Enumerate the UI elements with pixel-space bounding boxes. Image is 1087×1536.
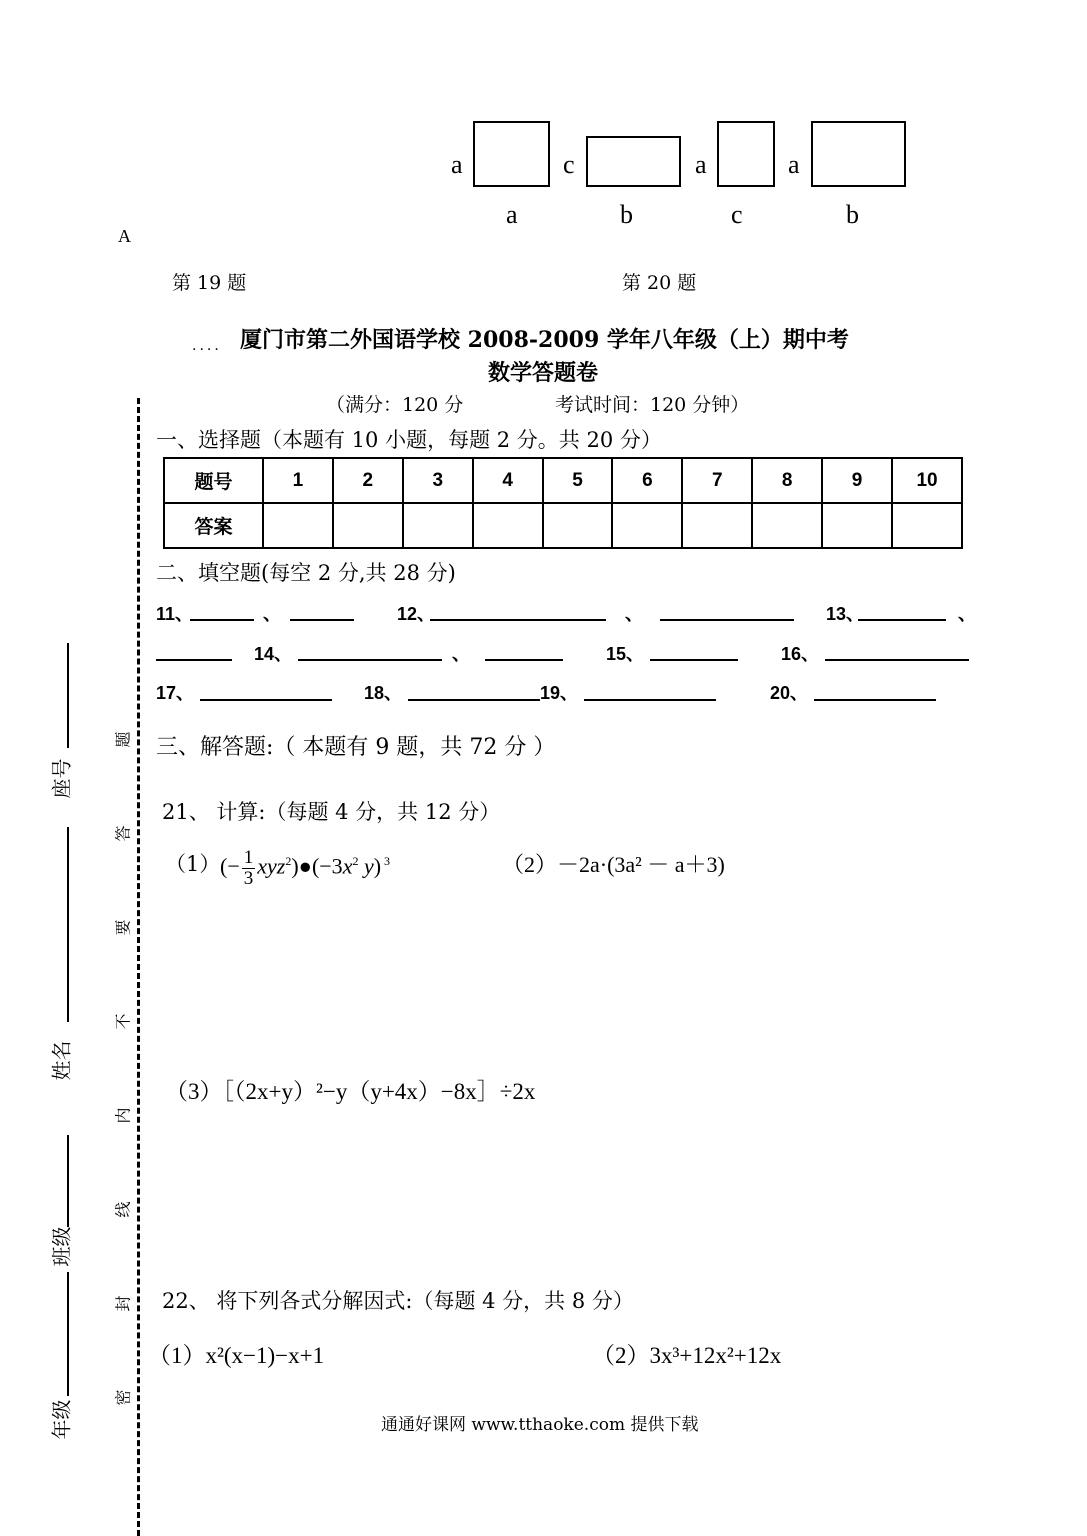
table-cell: 1 — [263, 458, 333, 503]
answer-cell[interactable] — [263, 503, 333, 548]
seal-char: 要 — [113, 919, 133, 936]
table-cell: 4 — [473, 458, 543, 503]
fill-label-14: 14、 — [254, 644, 293, 664]
fill-label-18: 18、 — [364, 683, 403, 703]
q22-part2-expression: （2）3x³+12x²+12x — [592, 1343, 782, 1368]
q21-part1-expression: (− $\frac{1}{3}$ $xyz^2)●(-3x^2$ y) $^3$ — [220, 847, 391, 889]
rectangle-figure — [717, 121, 775, 187]
fill-label-19: 19、 — [540, 683, 579, 703]
table-cell: 6 — [612, 458, 682, 503]
exam-subtitle: 数学答题卷 — [488, 360, 599, 386]
fill-blank[interactable] — [190, 619, 254, 621]
table-cell: 2 — [333, 458, 403, 503]
fill-blank[interactable] — [858, 619, 946, 621]
table-header-cell: 题号 — [164, 458, 263, 503]
answer-table — [163, 457, 963, 549]
corner-label: A — [118, 226, 131, 246]
figure-side-letter: a — [695, 150, 707, 179]
fill-blank[interactable] — [298, 659, 442, 661]
figure-bottom-letter: b — [846, 200, 859, 229]
table-cell: 9 — [822, 458, 892, 503]
answer-cell[interactable] — [543, 503, 613, 548]
fill-blank[interactable] — [825, 659, 969, 661]
question-21-heading: 21、 计算:（每题 4 分，共 12 分） — [162, 800, 501, 824]
fill-label-20: 20、 — [770, 683, 809, 703]
full-score: （满分：120 分 — [326, 394, 464, 416]
seal-char: 答 — [113, 825, 133, 842]
table-cell: 8 — [752, 458, 822, 503]
seal-char: 不 — [113, 1013, 133, 1030]
figure-bottom-letter: c — [731, 200, 743, 229]
seal-char: 题 — [113, 731, 133, 748]
fill-label-15: 15、 — [606, 644, 645, 664]
answer-cell[interactable] — [752, 503, 822, 548]
seat-line — [67, 643, 69, 748]
fill-blank[interactable] — [814, 699, 936, 701]
table-row — [164, 458, 962, 503]
fill-separator: 、 — [958, 604, 976, 624]
answer-cell[interactable] — [682, 503, 752, 548]
exam-title: 厦门市第二外国语学校 2008-2009 学年八年级（上）期中考 — [240, 327, 849, 353]
question-22-heading: 22、 将下列各式分解因式:（每题 4 分，共 8 分） — [162, 1289, 634, 1313]
fill-blank[interactable] — [408, 699, 540, 701]
fill-label-12: 12、 — [397, 604, 436, 624]
caption-question-19: 第 19 题 — [172, 272, 247, 294]
fill-label-11: 11、 — [156, 604, 194, 624]
rectangle-figure — [586, 136, 681, 187]
name-line — [67, 827, 69, 1022]
fill-label-13: 13、 — [826, 604, 865, 624]
table-cell: 3 — [403, 458, 473, 503]
answer-cell[interactable] — [473, 503, 543, 548]
fill-separator: 、 — [263, 604, 281, 624]
fill-blank[interactable] — [200, 699, 332, 701]
figure-bottom-letter: a — [506, 200, 518, 229]
q21-part3-expression: （3）［（2x+y）²−y（y+4x）−8x］÷2x — [165, 1079, 536, 1104]
section3-heading: 三、解答题:（ 本题有 9 题，共 72 分 ） — [156, 735, 556, 760]
rectangle-figure — [811, 121, 906, 187]
seal-dashed-line — [137, 398, 140, 1536]
seal-char: 封 — [113, 1295, 133, 1312]
table-cell: 5 — [543, 458, 613, 503]
name-label: 姓名 — [49, 1040, 74, 1081]
fill-separator: 、 — [452, 644, 470, 664]
table-cell: 7 — [682, 458, 752, 503]
fill-blank[interactable] — [660, 619, 794, 621]
fill-blank[interactable] — [290, 619, 354, 621]
figure-side-letter: c — [563, 150, 575, 179]
q21-part2-expression: （2）－2a·(3a² － a＋3) — [502, 852, 725, 877]
exam-time: 考试时间：120 分钟） — [555, 394, 750, 416]
q22-part1-expression: （1）x²(x−1)−x+1 — [148, 1343, 325, 1368]
figure-bottom-letter: b — [620, 200, 633, 229]
class-line — [67, 1135, 69, 1227]
figure-side-letter: a — [788, 150, 800, 179]
footer-credit: 通通好课网 www.tthaoke.com 提供下载 — [381, 1415, 699, 1435]
answer-cell[interactable] — [403, 503, 473, 548]
seat-label: 座号 — [49, 758, 74, 799]
seal-char: 内 — [113, 1107, 133, 1124]
class-label: 班级 — [49, 1226, 74, 1267]
fill-blank[interactable] — [485, 659, 563, 661]
section2-heading: 二、填空题(每空 2 分,共 28 分) — [156, 561, 456, 585]
answer-cell[interactable] — [892, 503, 962, 548]
section1-heading: 一、选择题（本题有 10 小题，每题 2 分。共 20 分） — [156, 428, 662, 452]
fill-label-17: 17、 — [156, 683, 195, 703]
grade-line — [67, 1272, 69, 1396]
seal-char: 线 — [113, 1201, 133, 1218]
caption-question-20: 第 20 题 — [622, 272, 697, 294]
seal-char: 密 — [113, 1389, 133, 1406]
table-cell: 10 — [892, 458, 962, 503]
answer-cell[interactable] — [333, 503, 403, 548]
fill-blank[interactable] — [430, 619, 606, 621]
answer-cell[interactable] — [822, 503, 892, 548]
fill-blank[interactable] — [156, 659, 232, 661]
fill-blank[interactable] — [584, 699, 716, 701]
figure-side-letter: a — [451, 150, 463, 179]
leader-dots: .... — [192, 338, 222, 354]
fill-label-16: 16、 — [781, 644, 820, 664]
answer-cell[interactable] — [612, 503, 682, 548]
q21-part1-label: （1） — [165, 852, 221, 876]
table-row — [164, 503, 962, 548]
table-header-cell: 答案 — [164, 503, 263, 548]
grade-label: 年级 — [49, 1399, 74, 1440]
fill-blank[interactable] — [650, 659, 738, 661]
rectangle-figure — [473, 121, 550, 187]
fill-separator: 、 — [625, 604, 643, 624]
